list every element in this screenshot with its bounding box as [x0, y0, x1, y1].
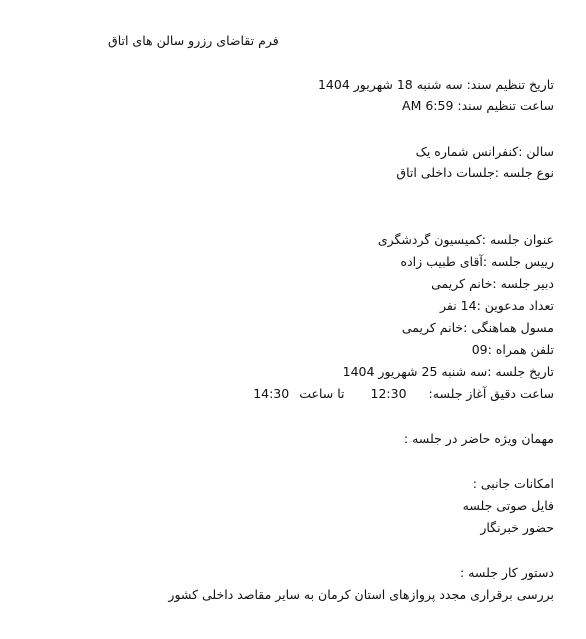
session-time-row — [253, 385, 554, 403]
agenda-label: دستور کار جلسه : — [460, 565, 554, 580]
mobile-phone: تلفن همراه :09 — [471, 342, 554, 357]
facility-audio-file: فایل صوتی جلسه — [462, 498, 554, 513]
session-type: نوع جلسه :جلسات داخلی اتاق — [396, 165, 554, 180]
coordinator: مسول هماهنگی :خانم کریمی — [401, 320, 554, 335]
facility-reporter: حضور خبرنگار — [480, 520, 554, 535]
session-title: عنوان جلسه :کمیسیون گردشگری — [377, 232, 554, 247]
issue-date: تاریخ تنظیم سند: سه شنبه 18 شهریور 1404 — [317, 77, 554, 92]
start-time-label: ساعت دقیق آغاز جلسه: — [428, 386, 554, 401]
invitee-count: تعداد مدعوین :14 نفر — [439, 298, 554, 313]
hall-name: سالن :کنفرانس شماره یک — [415, 144, 554, 159]
start-time-value: 12:30 — [370, 386, 407, 401]
agenda-text: بررسی برقراری مجدد پروازهای استان کرمان به سایر مقاصد داخلی کشور — [168, 587, 554, 602]
session-secretary: دبیر جلسه :خانم کریمی — [431, 276, 554, 291]
end-time-value: 14:30 — [253, 386, 290, 401]
special-guest-label: مهمان ویژه حاضر در جلسه : — [403, 431, 554, 446]
facilities-label: امکانات جانبی : — [472, 476, 554, 491]
issue-time: ساعت تنظیم سند: AM 6:59 — [402, 98, 554, 113]
session-date: تاریخ جلسه :سه شنبه 25 شهریور 1404 — [342, 364, 554, 379]
form-title: فرم تقاضای رزرو سالن های اتاق — [108, 33, 279, 48]
until-label: تا ساعت — [299, 386, 345, 401]
session-chair: رییس جلسه :آقای طبیب زاده — [400, 254, 554, 269]
